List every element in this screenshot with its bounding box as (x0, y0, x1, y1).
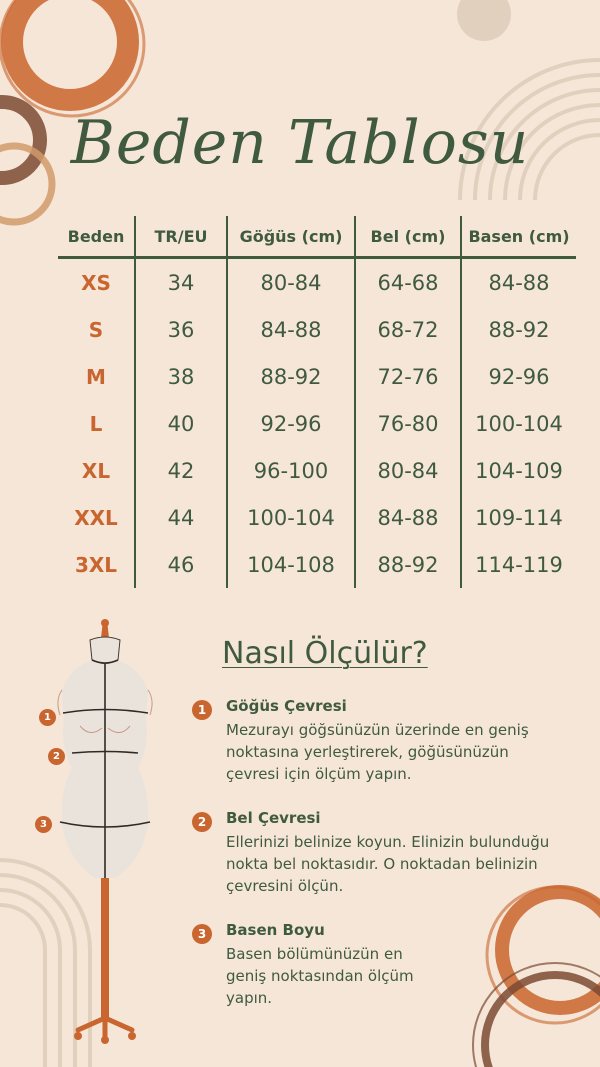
table-row (58, 258, 576, 307)
tr-eu-value: 36 (135, 306, 227, 353)
size-label: S (88, 317, 104, 342)
bel-value: 72-76 (355, 353, 461, 400)
mannequin-illustration (58, 619, 152, 1044)
table-row (58, 541, 576, 588)
bel-value: 84-88 (355, 494, 461, 541)
tr-eu-value: 40 (135, 400, 227, 447)
step-title: Göğüs Çevresi (226, 697, 347, 715)
size-label: XXL (74, 505, 118, 530)
tr-eu-value: 46 (135, 541, 227, 588)
step-text: Basen bölümünüzün en geniş noktasından ölçüm yapın. (226, 945, 414, 1007)
table-row (58, 306, 576, 353)
tr-eu-value: 42 (135, 447, 227, 494)
gogus-value: 88-92 (227, 353, 355, 400)
step-number-badge: 1 (192, 700, 212, 720)
basen-value: 104-109 (461, 447, 576, 494)
header-beden: Beden (58, 216, 135, 258)
how-to-measure-title: Nasıl Ölçülür? (222, 636, 428, 671)
gogus-value: 80-84 (227, 258, 355, 307)
step-text: Mezurayı göğsünüzün üzerinde en geniş noktasına yerleştirerek, göğüsünüzün çevresi için ölçüm yapın. (226, 721, 529, 783)
mannequin-marker-2: 2 (48, 748, 65, 765)
basen-value: 92-96 (461, 353, 576, 400)
table-row (58, 353, 576, 400)
gogus-value: 92-96 (227, 400, 355, 447)
step-text: Ellerinizi belinize koyun. Elinizin bulunduğu nokta bel noktasıdır. O noktadan belinizin çevresini ölçün. (226, 833, 550, 895)
page-title: Beden Tablosu (70, 108, 530, 178)
basen-value: 109-114 (461, 494, 576, 541)
header-basen: Basen (cm) (461, 216, 576, 258)
table-header-row (58, 216, 576, 258)
mannequin-marker-1: 1 (39, 709, 56, 726)
size-table (58, 216, 576, 588)
header-bel: Bel (cm) (355, 216, 461, 258)
tr-eu-value: 34 (135, 258, 227, 307)
size-label: XL (81, 458, 111, 483)
bel-value: 68-72 (355, 306, 461, 353)
bel-value: 64-68 (355, 258, 461, 307)
deco-dot (457, 0, 511, 41)
step-number-badge: 3 (192, 924, 212, 944)
size-label: XS (81, 270, 111, 295)
step-title: Basen Boyu (226, 921, 325, 939)
size-label: 3XL (74, 552, 118, 577)
deco-ring-orange (12, 0, 128, 100)
table-row (58, 447, 576, 494)
gogus-value: 96-100 (227, 447, 355, 494)
bel-value: 76-80 (355, 400, 461, 447)
step-number-badge: 2 (192, 812, 212, 832)
step-title: Bel Çevresi (226, 809, 321, 827)
mannequin-marker-3: 3 (35, 816, 52, 833)
gogus-value: 84-88 (227, 306, 355, 353)
bel-value: 88-92 (355, 541, 461, 588)
bel-value: 80-84 (355, 447, 461, 494)
gogus-value: 104-108 (227, 541, 355, 588)
size-label: M (86, 364, 106, 389)
basen-value: 88-92 (461, 306, 576, 353)
size-label: L (89, 411, 103, 436)
header-gogus: Göğüs (cm) (227, 216, 355, 258)
header-tr-eu: TR/EU (135, 216, 227, 258)
basen-value: 84-88 (461, 258, 576, 307)
table-row (58, 494, 576, 541)
gogus-value: 100-104 (227, 494, 355, 541)
tr-eu-value: 44 (135, 494, 227, 541)
tr-eu-value: 38 (135, 353, 227, 400)
table-row (58, 400, 576, 447)
basen-value: 114-119 (461, 541, 576, 588)
basen-value: 100-104 (461, 400, 576, 447)
